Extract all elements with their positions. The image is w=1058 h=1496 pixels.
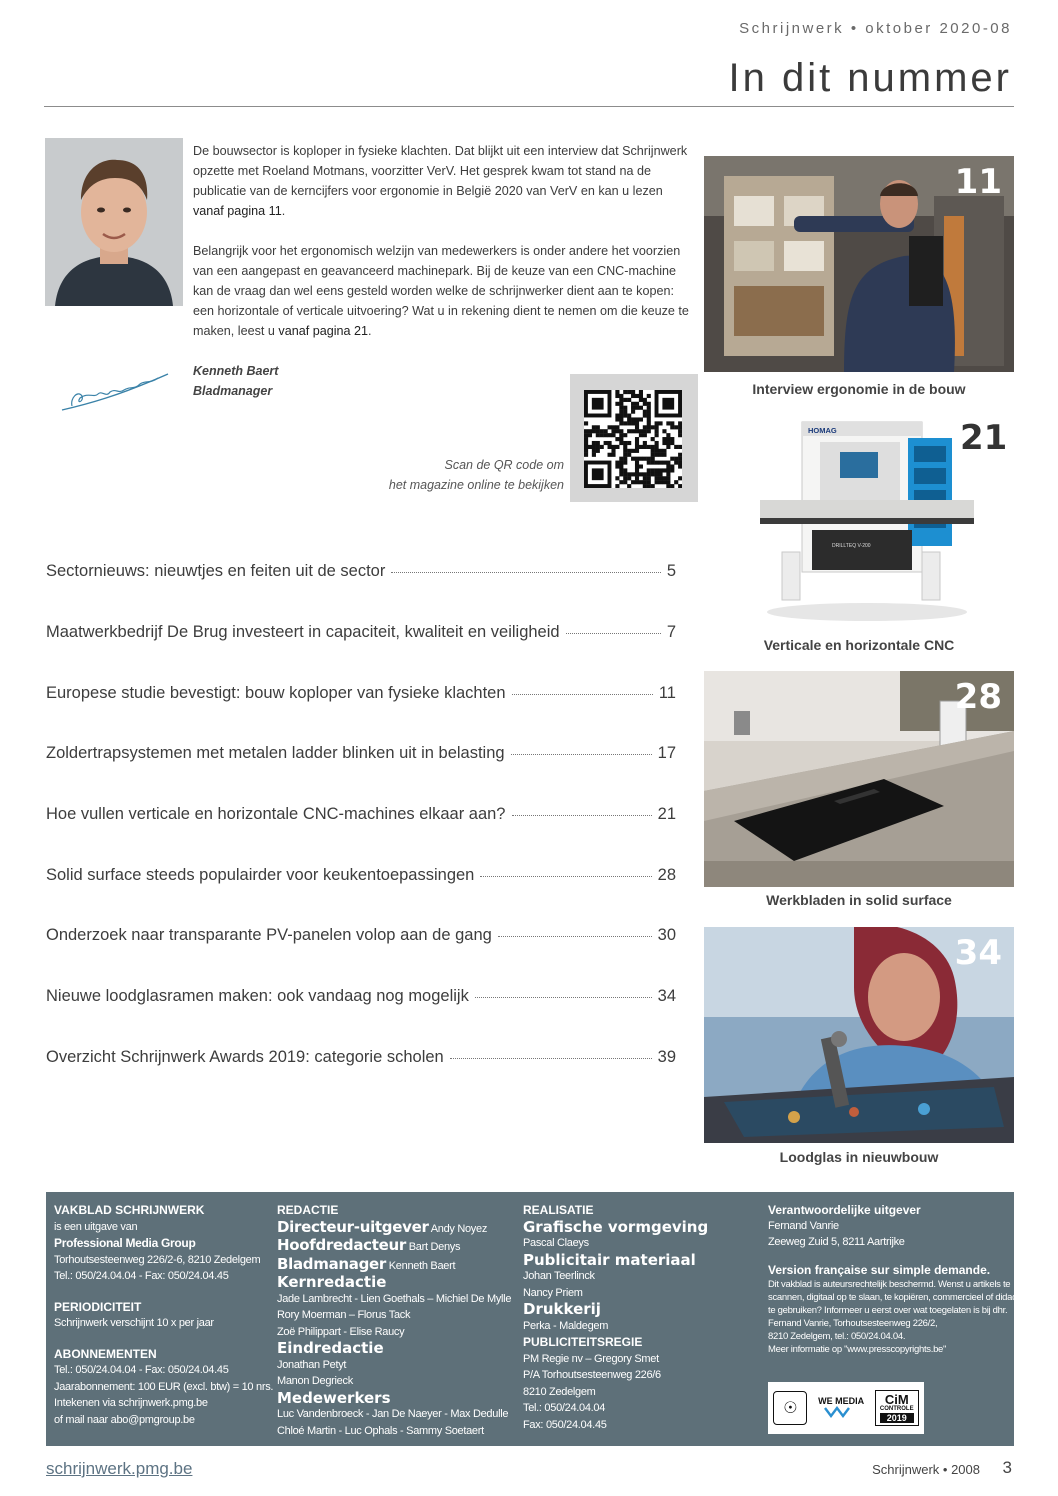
colophon-legal: Verantwoordelijke uitgever Fernand Vanrie Zeeweg Zuid 5, 8211 Aartrijke Version française sur simple demande. Dit vakblad is auteursrechtelijk beschermd. Wenst u artikels te scannen, digitaal op te slaan, te kopiëren, commercieel of didactisch te gebruiken? Informeer u eerst over wat toegelaten is bij dhr. Fernand Vanrie, Torhoutsesteenweg 226/2, 8210 Zedelgem, tel.: 050/24.04.04. Meer informatie op "www.presscopyrights.be" [768,1203,1035,1355]
leader-dots [498,936,652,937]
qr-code-panel [570,374,698,502]
header-divider [44,106,1014,107]
machine-brand: HOMAG [808,426,837,435]
toc-entry[interactable]: Solid surface steeds populairder voor keukentoepassingen 28 [46,866,676,884]
issue-kicker: Schrijnwerk • oktober 2020-08 [739,20,1012,37]
page-number: 3 [1002,1458,1012,1477]
machine-model: DRILLTEQ V-200 [832,543,871,549]
toc-entry[interactable]: Sectornieuws: nieuwtjes en feiten uit de sector 5 [46,562,676,580]
leader-dots [450,1058,652,1059]
qr-instruction: Scan de QR code om het magazine online te bekijken [388,458,564,492]
signature-image [58,368,173,416]
toc-entry[interactable]: Overzicht Schrijnwerk Awards 2019: categorie scholen 39 [46,1048,676,1066]
subscribe-link[interactable]: Intekenen via schrijnwerk.pmg.be [54,1397,208,1409]
subscribe-email[interactable]: of mail naar abo@pmgroup.be [54,1413,195,1426]
toc-entry[interactable]: Nieuwe loodglasramen maken: ook vandaag nog mogelijk 34 [46,987,676,1005]
page-reference-link[interactable]: vanaf pagina 21 [278,324,369,338]
leader-dots [480,876,651,877]
leader-dots [512,694,653,695]
feature-caption: Werkbladen in solid surface [766,892,952,908]
toc-entry[interactable]: Onderzoek naar transparante PV-panelen volop aan de gang 30 [46,926,676,944]
colophon-editorial: REDACTIE Directeur-uitgever Andy Noyez Hoofdredacteur Bart Denys Bladmanager Kenneth Baert Kernredactie Jade Lambrecht - Lien Goethals – Michiel De Mylle Rory Moerman – Florus Tack Zoë Philippart - Elise Raucy Eindredactie Jonathan Petyt Manon Degrieck Medewerkers Luc Vandenbroeck - Jan De Naeyer - Max Dedulle Chloé Martin - Luc Ophals - Sammy Soetaert [277,1203,512,1437]
author-block [193,361,278,401]
toc-entry[interactable]: Maatwerkbedrijf De Brug investeert in capaciteit, kwaliteit en veiligheid 7 [46,623,676,641]
leader-dots [475,997,652,998]
footer-issue: Schrijnwerk • 2008 [872,1462,980,1477]
toc-entry[interactable]: Hoe vullen verticale en horizontale CNC-machines elkaar aan? 21 [46,805,676,823]
colophon-panel [46,1192,1035,1446]
feature-caption: Loodglas in nieuwbouw [779,1149,939,1165]
leader-dots [566,633,661,634]
website-link[interactable]: schrijnwerk.pmg.be [46,1459,193,1478]
certification-logos [768,1382,924,1434]
feature-caption: Interview ergonomie in de bouw [752,381,966,397]
feature-page-number: 11 [954,162,1002,202]
feature-photo-stained-glass[interactable] [704,927,1014,1143]
feature-photo-kitchen[interactable] [704,671,1014,887]
accessibility-icon: ☉ [773,1391,807,1425]
feature-page-number: 21 [960,418,1008,458]
presscopyrights-link[interactable]: Meer informatie op "www.presscopyrights.be" [768,1344,947,1355]
leader-dots [511,754,652,755]
author-role: Bladmanager [193,384,273,398]
editorial-intro [193,141,693,361]
leader-dots [391,572,660,573]
colophon-production: REALISATIE Grafische vormgeving Pascal Claeys Publicitair materiaal Johan Teerlinck Nancy Priem Drukkerij Perka - Maldegem PUBLICITEITSREGIE PM Regie nv – Gregory Smet P/A Torhoutsesteenweg 226/6 8210 Zedelgem Tel.: 050/24.04.04 Fax: 050/24.04.45 [523,1203,709,1431]
feature-page-number: 28 [954,677,1002,717]
page-title: In dit nummer [728,56,1012,100]
leader-dots [512,815,652,816]
cim-logo: CiM CONTROLE 2019 [875,1390,919,1426]
feature-caption: Verticale en horizontale CNC [763,637,955,653]
intro-paragraph-2: Belangrijk voor het ergonomisch welzijn van medewerkers is onder andere het voorzien van een aangepast en geavanceerd machinepark. Bij de keuze van een CNC-machine kan de vraag dan wel eens gesteld worden welke de schrijnwerker dient aan te kopen: een horizontale of verticale uitvoering? Wat u in rekening dient te nemen om die keuze te maken, leest u vanaf pagina 21. [193,244,689,338]
cnc-machine-image[interactable] [752,412,982,627]
qr-code[interactable] [584,390,682,488]
feature-page-number: 34 [954,933,1002,973]
page-reference-link[interactable]: vanaf pagina 11 [193,204,282,218]
toc-entry[interactable]: Zoldertrapsystemen met metalen ladder blinken uit in belasting 17 [46,744,676,762]
feature-photo-ergonomics[interactable] [704,156,1014,372]
author-name: Kenneth Baert [193,364,279,378]
we-media-logo: WE MEDIA [818,1396,864,1420]
editor-portrait [45,138,183,306]
toc-entry[interactable]: Europese studie bevestigt: bouw koploper van fysieke klachten 11 [46,684,676,702]
intro-paragraph-1: De bouwsector is koploper in fysieke klachten. Dat blijkt uit een interview dat Schrijnwerk opzette met Roeland Motmans, voorzitter VerV. Het gesprek kwam tot stand na de publicatie van de kerncijfers voor ergonomie in België 2020 van VerV en kan u lezen vanaf pagina 11. [193,144,688,218]
colophon-publisher: VAKBLAD SCHRIJNWERK is een uitgave van Professional Media Group Torhoutsesteenweg 226/2-6, 8210 Zedelgem Tel.: 050/24.04.04 - Fax: 050/24.04.45 PERIODICITEIT Schrijnwerk verschijnt 10 x per jaar ABONNEMENTEN Tel.: 050/24.04.04 - Fax: 050/24.04.45 Jaarabonnement: 100 EUR (excl. btw) = 10 nrs. Intekenen via schrijnwerk.pmg.be of mail naar abo@pmgroup.be [54,1202,270,1428]
